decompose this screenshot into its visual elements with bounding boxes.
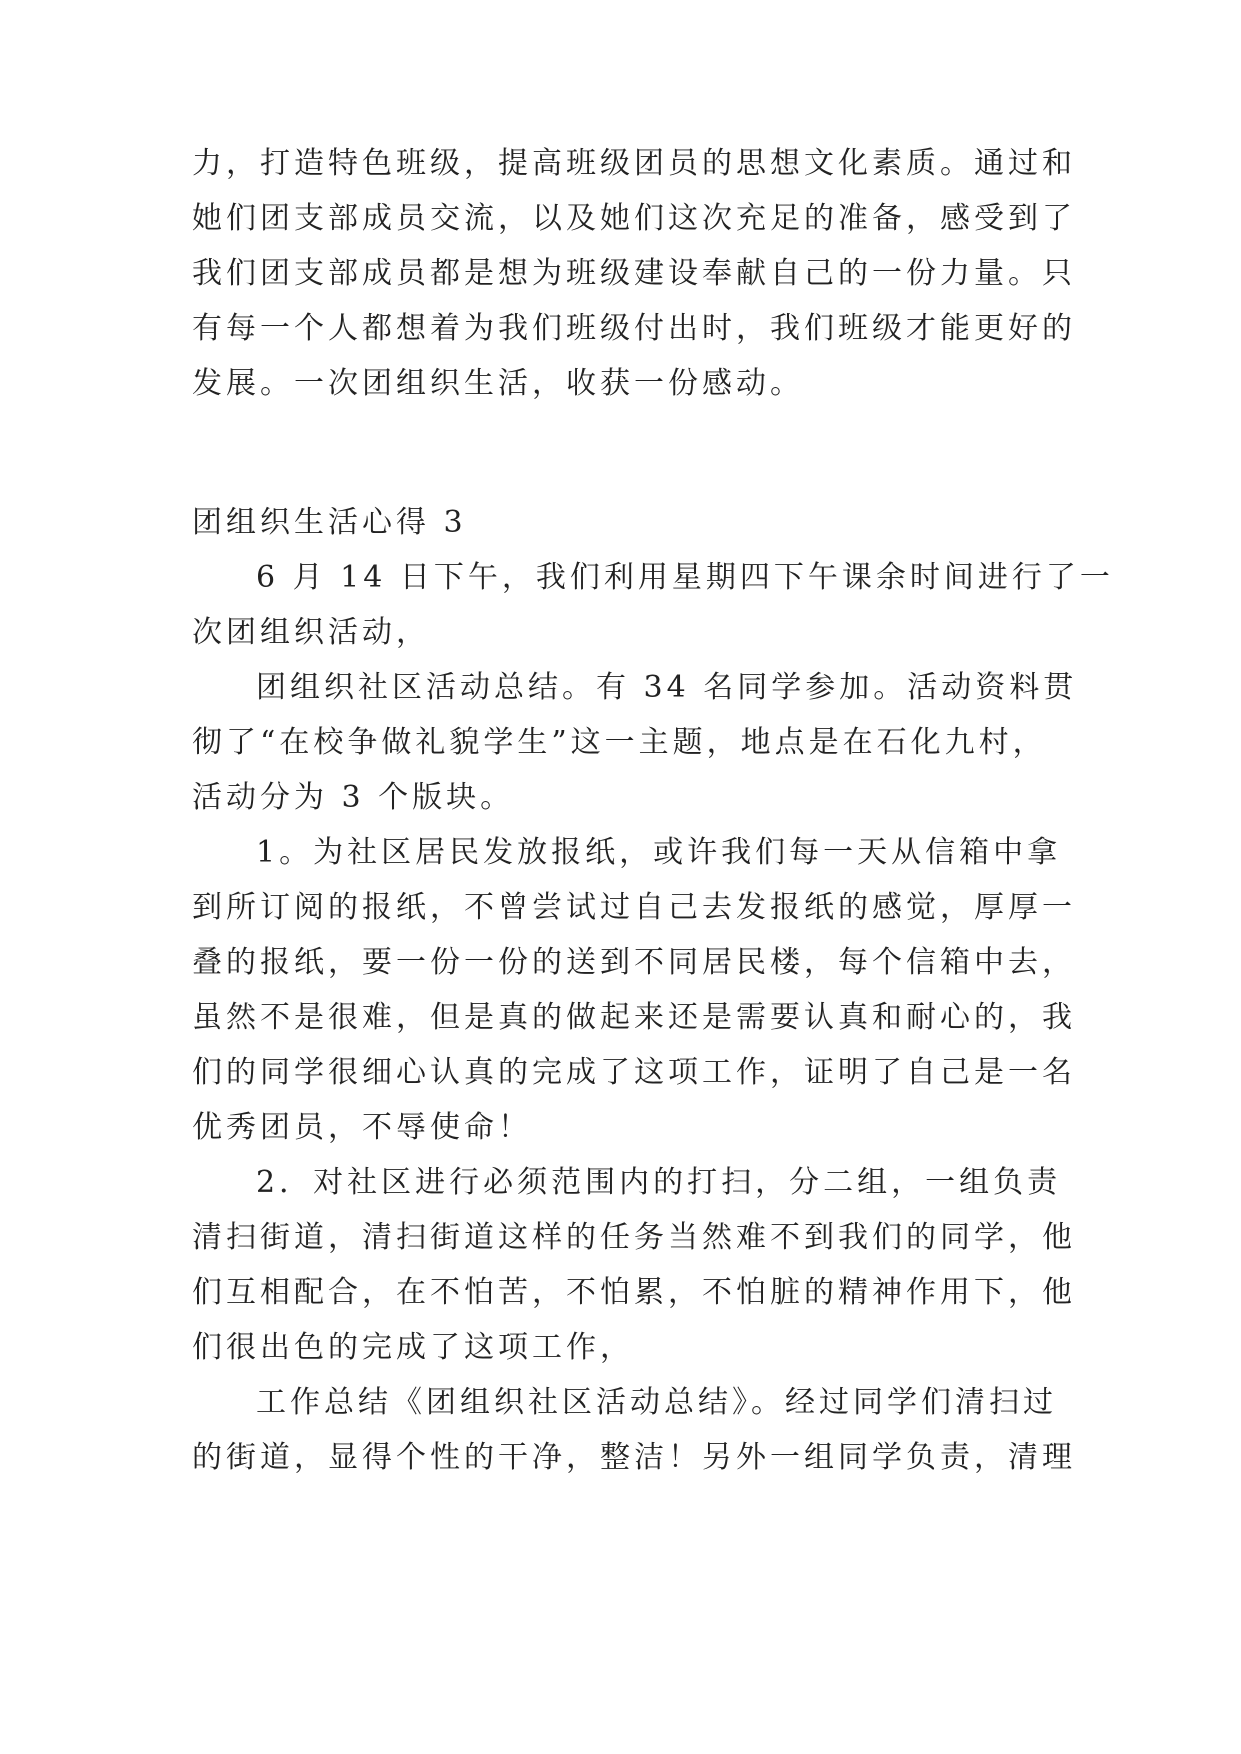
paragraph-line: 清扫街道，清扫街道这样的任务当然难不到我们的同学，他	[192, 1220, 1076, 1255]
paragraph-line: 叠的报纸，要一份一份的送到不同居民楼，每个信箱中去，	[192, 945, 1076, 980]
paragraph-line: 们的同学很细心认真的完成了这项工作，证明了自己是一名	[192, 1055, 1076, 1090]
paragraph-line: 2．对社区进行必须范围内的打扫，分二组，一组负责	[256, 1165, 1062, 1200]
section-title: 团组织生活心得 3	[192, 505, 467, 540]
paragraph-line: 到所订阅的报纸，不曾尝试过自己去发报纸的感觉，厚厚一	[192, 890, 1076, 925]
paragraph-line: 1。为社区居民发放报纸，或许我们每一天从信箱中拿	[256, 835, 1062, 870]
paragraph-line: 次团组织活动，	[192, 615, 430, 650]
paragraph-line: 团组织社区活动总结。有 34 名同学参加。活动资料贯	[256, 670, 1078, 705]
paragraph-line: 力，打造特色班级，提高班级团员的思想文化素质。通过和	[192, 146, 1076, 181]
paragraph-line: 活动分为 3 个版块。	[192, 780, 515, 815]
paragraph-line: 有每一个人都想着为我们班级付出时，我们班级才能更好的	[192, 311, 1076, 346]
paragraph-line: 发展。一次团组织生活，收获一份感动。	[192, 366, 804, 401]
paragraph-line: 优秀团员，不辱使命！	[192, 1110, 532, 1145]
paragraph-line: 彻了“在校争做礼貌学生”这一主题，地点是在石化九村，	[192, 725, 1047, 760]
paragraph-line: 她们团支部成员交流，以及她们这次充足的准备，感受到了	[192, 201, 1076, 236]
paragraph-line: 我们团支部成员都是想为班级建设奉献自己的一份力量。只	[192, 256, 1076, 291]
paragraph-line: 6 月 14 日下午，我们利用星期四下午课余时间进行了一	[256, 560, 1114, 595]
paragraph-line: 们互相配合，在不怕苦，不怕累，不怕脏的精神作用下，他	[192, 1275, 1076, 1310]
paragraph-line: 们很出色的完成了这项工作，	[192, 1330, 634, 1365]
paragraph-line: 的街道，显得个性的干净，整洁！另外一组同学负责，清理	[192, 1440, 1076, 1475]
paragraph-line: 工作总结《团组织社区活动总结》。经过同学们清扫过	[256, 1385, 1057, 1420]
paragraph-line: 虽然不是很难，但是真的做起来还是需要认真和耐心的，我	[192, 1000, 1076, 1035]
